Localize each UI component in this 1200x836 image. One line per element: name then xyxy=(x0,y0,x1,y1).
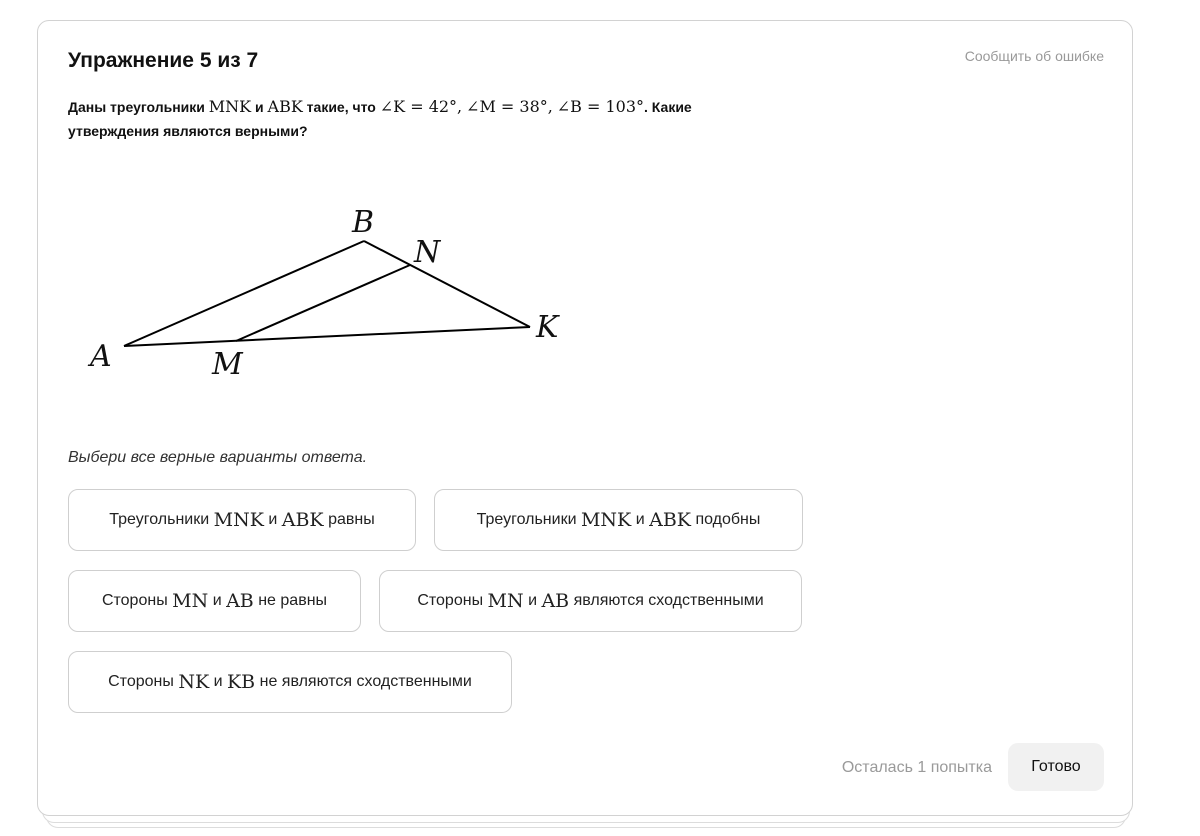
question-such-that: такие, что xyxy=(306,99,376,115)
segment-mn xyxy=(236,265,410,341)
option-text: не являются сходственными xyxy=(259,673,472,690)
option-text: и xyxy=(268,511,278,528)
label-a: A xyxy=(90,339,112,374)
option-text: Стороны xyxy=(108,673,174,690)
option-text: подобны xyxy=(695,511,761,528)
option-text: и xyxy=(528,592,537,609)
question-comma-2: , xyxy=(547,97,553,116)
option-math: AB xyxy=(541,590,570,612)
option-sides-not-corresponding[interactable] xyxy=(68,651,512,713)
side-ak xyxy=(124,327,530,346)
question-and: и xyxy=(255,99,264,115)
attempts-left: Осталась 1 попытка xyxy=(841,759,992,776)
question-angle-b: ∠B = 103° xyxy=(556,97,645,116)
question-comma-1: , xyxy=(457,97,463,116)
label-m: M xyxy=(212,347,243,382)
label-n: N xyxy=(414,235,441,270)
option-text: равны xyxy=(328,511,375,528)
answer-hint: Выбери все верные варианты ответа. xyxy=(68,449,368,466)
option-text: и xyxy=(635,511,645,528)
question-angle-m: ∠M = 38° xyxy=(466,97,548,116)
option-math: NK xyxy=(178,671,210,693)
option-text: и xyxy=(213,673,223,690)
option-sides-not-equal[interactable] xyxy=(68,570,361,632)
label-k: K xyxy=(536,310,559,345)
done-button[interactable]: Готово xyxy=(1008,743,1104,791)
option-math: MNK xyxy=(580,509,632,531)
exercise-card xyxy=(37,20,1133,816)
option-text: Стороны xyxy=(101,592,168,609)
option-text: и xyxy=(212,592,222,609)
option-text: Стороны xyxy=(417,592,484,609)
option-text: не равны xyxy=(258,592,328,609)
option-text: Треугольники xyxy=(109,511,210,528)
question-triangle-2: ABK xyxy=(267,97,303,116)
question-text xyxy=(68,95,768,143)
option-text: Треугольники xyxy=(476,511,577,528)
option-math: MNK xyxy=(213,509,264,531)
side-bk xyxy=(364,241,530,327)
option-triangles-similar[interactable] xyxy=(434,489,803,551)
side-ab xyxy=(124,241,364,346)
triangle-figure xyxy=(78,196,638,426)
label-b: B xyxy=(352,205,375,240)
report-error-link[interactable]: Сообщить об ошибке xyxy=(964,48,1104,64)
question-intro: Даны треугольники xyxy=(68,99,205,115)
option-math: AB xyxy=(226,590,254,612)
option-math: MN xyxy=(487,590,524,612)
option-text: являются сходственными xyxy=(573,592,764,609)
option-sides-corresponding[interactable] xyxy=(379,570,802,632)
option-math: ABK xyxy=(649,509,691,531)
question-tail: . Какие утверждения являются верными? xyxy=(68,99,692,139)
option-math: KB xyxy=(226,671,256,693)
option-triangles-equal[interactable] xyxy=(68,489,416,551)
exercise-title: Упражнение 5 из 7 xyxy=(68,49,259,72)
question-angle-k: ∠K = 42° xyxy=(379,97,458,116)
question-triangle-1: MNK xyxy=(208,97,252,116)
option-math: MN xyxy=(172,590,209,612)
option-math: ABK xyxy=(281,509,324,531)
